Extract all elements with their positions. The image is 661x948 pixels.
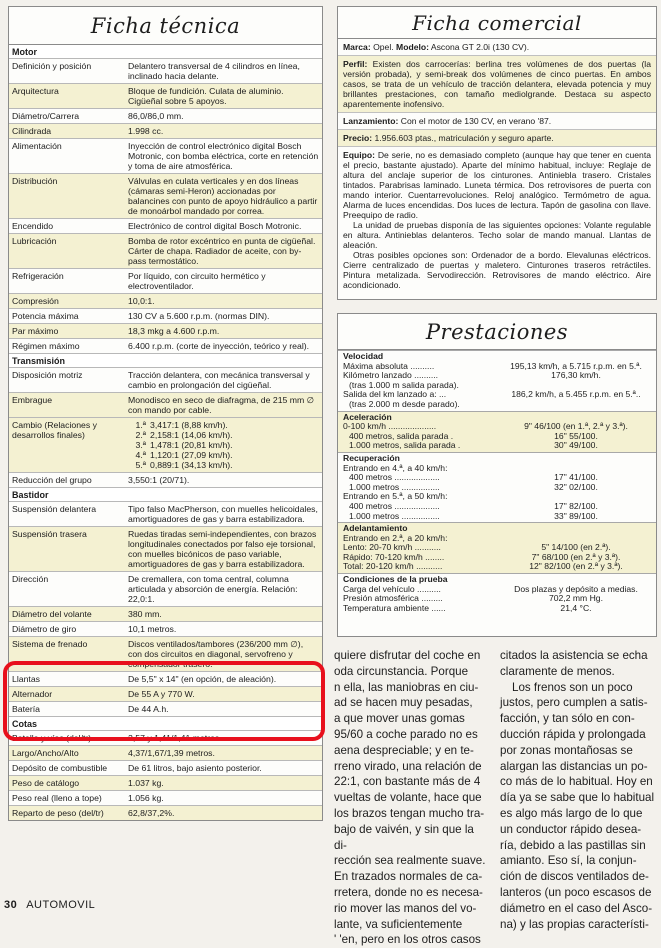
text-line: día ya se sabe que lo habitual	[500, 791, 655, 805]
row-value: De 44 A.h.	[128, 704, 169, 714]
group-line-label: Kilómetro lanzado ..........	[343, 370, 439, 381]
row-value: 4,37/1,67/1,39 metros.	[128, 748, 215, 758]
row-value: Ruedas tiradas semi-independientes, con brazos longitudinales conectados por falso eje torsional, con muelles bicónicos de paso variable, amortiguadores de gas y barra estabilizadora.	[128, 529, 317, 569]
text-line: ad se hacen muy pesadas,	[334, 696, 473, 710]
table-row	[9, 501, 322, 526]
text-line: alargan las distancias un po-	[500, 759, 648, 773]
table-row	[9, 571, 322, 606]
group-line-label: (tras 1.000 m salida parada).	[349, 379, 459, 390]
text-line: rreno virado, una relación de	[334, 759, 482, 773]
equipo-opciones-paragraph: La unidad de pruebas disponía de las siguientes opciones: Volante regulable en altura. Antinieblas delanteros. Techo solar de mando manual. Llantas de aleación.	[343, 220, 651, 250]
row-value: 1.056 kg.	[128, 793, 164, 803]
text-line: lante, va suficientemente	[334, 917, 463, 931]
group-line-value: 32" 02/100.	[554, 481, 598, 492]
row-value: Tracción delantera, con mecánica transversal y cambio en prolongación del cigüeñal.	[128, 370, 310, 390]
group-line-label: Total: 20-120 km/h ...........	[343, 561, 443, 572]
group-title: Aceleración	[343, 411, 392, 422]
text-line: rio mover las manos del vo-	[334, 901, 477, 915]
prestaciones-group	[338, 522, 656, 573]
row-value: Electrónico de control digital Bosch Motronic.	[128, 221, 302, 231]
group-line-value: 176,30 km/h.	[551, 370, 601, 381]
table-row	[9, 621, 322, 636]
table-row	[9, 233, 322, 268]
table-row	[9, 218, 322, 233]
group-line-value: 186,2 km/h, a 5.455 r.p.m. en 5.ª..	[511, 389, 641, 400]
row-value: 6.400 r.p.m. (corte de inyección, teórico y real).	[128, 341, 310, 351]
row-key: Reducción del grupo	[12, 475, 92, 485]
row-value: Bloque de fundición. Culata de aluminio. Cigüeñal sobre 5 apoyos.	[128, 86, 284, 106]
text-line: un conductor rápido desea-	[500, 822, 642, 836]
row-key: Sistema de frenado	[12, 639, 88, 649]
row-value: 86,0/86,0 mm.	[128, 111, 184, 121]
text-line: claramente de menos.	[500, 664, 615, 678]
text-line: bajo de vaivén, y sin que la di-	[334, 822, 474, 852]
table-row	[9, 338, 322, 353]
text-line: na) y las propias característi-	[500, 917, 649, 931]
table-row	[9, 83, 322, 108]
text-line: rección sea realmente suave.	[334, 854, 486, 868]
group-line-label: Temperatura ambiente ......	[343, 602, 446, 613]
row-value: Tipo falso MacPherson, con muelles helicoidales, amortiguadores de gas y barra estabilizadora.	[128, 504, 318, 524]
table-row	[9, 775, 322, 790]
row-key: Batalla y vías (del/tr)	[12, 733, 92, 743]
group-line-value: 17" 82/100.	[554, 500, 598, 511]
gear-ratio: 2,158:1 (14,06 km/h).	[150, 430, 233, 440]
text-line: 95/60 a coche parado no es	[334, 727, 478, 741]
row-key: Suspensión delantera	[12, 504, 97, 514]
group-line-label: (tras 2.000 m desde parado).	[349, 398, 460, 409]
row-value: Discos ventilados/tambores (236/200 mm ∅), con dos circuitos en diagonal, servofreno y compensador trasero.	[128, 639, 304, 669]
precio-label: Precio:	[343, 133, 373, 143]
table-row	[9, 123, 322, 138]
row-key: Diámetro de giro	[12, 624, 77, 634]
gear-number: 4.ª	[135, 450, 146, 460]
prestaciones-group	[338, 411, 656, 452]
red-highlight-annotation	[3, 661, 325, 741]
group-title: Condiciones de la prueba	[343, 574, 448, 585]
group-line-label: Carga del vehículo ..........	[343, 583, 441, 594]
row-key: Peso de catálogo	[12, 778, 80, 788]
text-line: amianto. Eso sí, la conjun-	[500, 854, 637, 868]
row-key: Largo/Ancho/Alto	[12, 748, 79, 758]
precio-line	[338, 130, 656, 147]
group-line-label: Máxima absoluta ..........	[343, 360, 435, 371]
row-key: Reparto de peso (del/tr)	[12, 808, 104, 818]
marca-value: Opel.	[373, 42, 394, 52]
equipo-label: Equipo:	[343, 150, 375, 160]
gear-number: 2.ª	[135, 430, 146, 440]
text-line: facción, y tan sólo en con-	[500, 712, 635, 726]
group-line-label: Entrando en 2.ª, a 20 km/h:	[343, 532, 448, 543]
section-cotas-title: Cotas	[9, 716, 322, 730]
row-value: Bomba de rotor excéntrico en punta de cigüeñal. Cárter de chapa. Radiador de aceite, con by-pass termostático.	[128, 236, 316, 266]
perfil-label: Perfil:	[343, 59, 368, 69]
group-line-value: 17" 41/100.	[554, 472, 598, 483]
group-line-value: 21,4 °C.	[560, 602, 592, 613]
text-line: ducción rápida y prolongada	[500, 727, 646, 741]
group-line-label: Lento: 20-70 km/h ...........	[343, 542, 441, 553]
group-line-label: 400 metros ...................	[349, 500, 440, 511]
row-value: Válvulas en culata verticales y en dos líneas (cámaras semi-Heron) accionadas por balancines con punto de apoyo hidráulico a partir de monoárbol mandado por correa.	[128, 176, 318, 216]
table-row	[9, 392, 322, 417]
magazine-name: AUTOMOVIL	[26, 899, 96, 911]
group-line-label: Salida del km lanzado a: ...	[343, 389, 447, 400]
table-row	[9, 138, 322, 173]
table-row-cambio	[9, 417, 322, 472]
row-key: Disposición motriz	[12, 370, 83, 380]
gear-number: 5.ª	[135, 460, 146, 470]
prestaciones-group	[338, 452, 656, 522]
lanzamiento-value: Con el motor de 130 CV, en verano '87.	[400, 116, 552, 126]
text-line: aena despreciable; y en te-	[334, 743, 474, 757]
group-line-value: 30" 49/100.	[554, 440, 598, 451]
text-line: quiere disfrutar del coche en	[334, 649, 481, 662]
table-row	[9, 293, 322, 308]
gear-ratio: 3,417:1 (8,88 km/h).	[150, 420, 228, 430]
ficha-tecnica-title: Ficha técnica	[9, 7, 322, 45]
group-line-label: 1.000 metros ................	[349, 481, 440, 492]
gear-number: 3.ª	[135, 440, 146, 450]
text-line: ción de discos ventilados de-	[500, 870, 649, 884]
row-key: Régimen máximo	[12, 341, 80, 351]
text-line: por zonas montañosas se	[500, 743, 633, 757]
row-value: 1.998 cc.	[128, 126, 164, 136]
row-key: Encendido	[12, 221, 54, 231]
row-key: Llantas	[12, 674, 41, 684]
row-value: Por líquido, con circuito hermético y electroventilador.	[128, 271, 266, 291]
row-value: 3,550:1 (20/71).	[128, 475, 190, 485]
group-line-value: 12" 82/100 (en 2.ª y 3.ª).	[529, 561, 623, 572]
text-line: co más de lo habitual. Hoy en	[500, 775, 653, 789]
section-bastidor-title: Bastidor	[9, 487, 322, 501]
lanzamiento-label: Lanzamiento:	[343, 116, 399, 126]
group-line-value: 16" 55/100.	[554, 430, 598, 441]
row-key: Dirección	[12, 574, 49, 584]
lanzamiento-line	[338, 113, 656, 130]
row-value: 130 CV a 5.600 r.p.m. (normas DIN).	[128, 311, 270, 321]
section-transmision-title: Transmisión	[9, 353, 322, 367]
gear-ratio: 0,889:1 (34,13 km/h).	[150, 460, 233, 470]
text-line: lanteros (un poco escasos de	[500, 885, 652, 899]
table-row	[9, 606, 322, 621]
table-row	[9, 268, 322, 293]
section-motor-title: Motor	[9, 45, 322, 58]
row-value: 1.037 kg.	[128, 778, 164, 788]
modelo-label: Modelo:	[396, 42, 429, 52]
row-key: Peso real (lleno a tope)	[12, 793, 102, 803]
row-key: Cilindrada	[12, 126, 52, 136]
group-line-label: 400 metros ...................	[349, 472, 440, 483]
row-value: 380 mm.	[128, 609, 162, 619]
row-value: 10,1 metros.	[128, 624, 177, 634]
row-value: De 5,5" x 14" (en opción, de aleación).	[128, 674, 277, 684]
text-line: Los frenos son un poco	[512, 680, 633, 694]
group-line-value: 702,2 mm Hg.	[549, 593, 603, 604]
row-key: Compresión	[12, 296, 59, 306]
row-value: De 61 litros, bajo asiento posterior.	[128, 763, 262, 773]
text-line: los brazos tengan mucho tra-	[334, 806, 485, 820]
table-row	[9, 526, 322, 571]
group-title: Adelantamiento	[343, 523, 408, 534]
perfil-text: Existen dos carrocerías: berlina tres volúmenes de dos puertas (la versión probada), y semi-break dos volúmenes de cinco puertas. En ambos casos, se trata de un vehículo de tracción delantera, elevada potencia y muy brillantes prestaciones, con tamaño mediolgrande. Destaca su aspecto aparentemente inofensivo.	[343, 59, 651, 109]
table-row	[9, 760, 322, 775]
row-key: Lubricación	[12, 236, 57, 246]
row-key: Depósito de combustible	[12, 763, 108, 773]
article-column-left	[334, 648, 487, 948]
group-line-value: 33" 89/100.	[554, 510, 598, 521]
group-line-label: Entrando en 5.ª, a 50 km/h:	[343, 491, 448, 502]
table-row	[9, 173, 322, 218]
row-key: Refrigeración	[12, 271, 64, 281]
equipo-paragraph	[338, 147, 656, 220]
text-line: diámetro en el caso del Asco-	[500, 901, 653, 915]
text-line: rretera, donde no es necesa-	[334, 885, 483, 899]
text-line: citados la asistencia se echa	[500, 649, 648, 662]
prestaciones-title: Prestaciones	[338, 314, 656, 350]
group-line-value: 7" 68/100 (en 2.ª y 3.ª).	[531, 551, 621, 562]
row-value: Inyección de control electrónico digital Bosch Motronic, con bomba eléctrica, corte en retención y toma de aire atmosférica.	[128, 141, 319, 171]
group-line-value: 9" 46/100 (en 1.ª, 2.ª y 3.ª).	[524, 421, 628, 432]
row-value: 62,8/37,2%.	[128, 808, 175, 818]
group-line-label: Presión atmosférica .........	[343, 593, 443, 604]
row-key: Suspensión trasera	[12, 529, 87, 539]
group-line-label: 1.000 metros, salida parada .	[349, 440, 461, 451]
ficha-comercial-title: Ficha comercial	[338, 7, 656, 39]
group-line-label: Rápido: 70-120 km/h ........	[343, 551, 445, 562]
group-line-label: 0-100 km/h ....................	[343, 421, 437, 432]
text-line: es algo más largo de lo que	[500, 806, 643, 820]
prestaciones-box	[337, 313, 657, 637]
row-key: Potencia máxima	[12, 311, 79, 321]
row-value: 18,3 mkg a 4.600 r.p.m.	[128, 326, 220, 336]
row-key: Distribución	[12, 176, 58, 186]
group-title: Velocidad	[343, 351, 384, 361]
marca-line	[338, 39, 656, 56]
row-value: Monodisco en seco de diafragma, de 215 mm ∅ con mando por cable.	[128, 395, 315, 415]
table-row	[9, 805, 322, 820]
equipo-text: De serie, no es demasiado completo (aunque hay que tener en cuenta el precio, bastante ajustado). Aparte del mínimo habitual, incluye: Reglaje de altura del anclaje superior de los cinturones. Antiniebla trasero. Cristales tintados. Parabrisas laminado. Luneta térmica. Dos retrovisores de puerta con mando interior. Cuentarrevoluciones. Reloj analógico. Termómetro de agua. Alarma de luces encendidas. Dos luces de lectura. Tapón de gasolina con llave. Preequipo de radio.	[343, 150, 652, 220]
row-key: Diámetro/Carrera	[12, 111, 80, 121]
group-line-label: 400 metros, salida parada .	[349, 430, 454, 441]
row-value: De cremallera, con toma central, columna articulada y absorción de energía. Relación: 22,0:1.	[128, 574, 298, 604]
page-footer	[4, 899, 95, 911]
ficha-comercial-box	[337, 6, 657, 300]
gear-number: 1.ª	[135, 420, 146, 430]
text-line: 22:1, con bastante más de 4	[334, 775, 481, 789]
table-row	[9, 790, 322, 805]
precio-value: 1.956.603 ptas., matriculación y seguro aparte.	[374, 133, 554, 143]
text-line: oda circunstancia. Porque	[334, 664, 469, 678]
text-line: ' 'en, pero en los otros casos	[334, 933, 481, 947]
text-line: En trazados normales de ca-	[334, 870, 483, 884]
row-key: Alternador	[12, 689, 53, 699]
group-line-value: Dos plazas y depósito a medias.	[514, 583, 638, 594]
table-row-reduccion	[9, 472, 322, 487]
table-row	[9, 323, 322, 338]
text-line: a que mover unas gomas	[334, 712, 465, 726]
group-line-value: 5" 14/100 (en 2.ª).	[541, 542, 611, 553]
row-value: De 55 A y 770 W.	[128, 689, 195, 699]
group-line-value	[501, 400, 651, 410]
gear-ratio: 1,478:1 (20,81 km/h).	[150, 440, 233, 450]
text-line: ría, debido a las pastillas sin	[500, 838, 646, 852]
modelo-value: Ascona GT 2.0i (130 CV).	[430, 42, 530, 52]
table-row	[9, 108, 322, 123]
marca-label: Marca:	[343, 42, 371, 52]
row-value: Delantero transversal de 4 cilindros en línea, inclinado hacia delante.	[128, 61, 300, 81]
group-line-label: 1.000 metros ................	[349, 510, 440, 521]
article-column-right	[500, 648, 656, 932]
page-number: 30	[4, 899, 18, 911]
row-value: 2,57 y 1,41/1,41 metros.	[128, 733, 222, 743]
group-title: Recuperación	[343, 452, 400, 463]
prestaciones-group	[338, 573, 656, 614]
row-key: Definición y posición	[12, 61, 92, 71]
table-row	[9, 58, 322, 83]
row-key: Par máximo	[12, 326, 59, 336]
otras-opciones-paragraph: Otras posibles opciones son: Ordenador de a bordo. Elevalunas eléctricos. Cierre centralizado de puertas y maletero. Cinturones traseros retráctiles. Pintura metalizada. Servodirección. Retrovisores de mando eléctrico. Aire acondicionado.	[343, 250, 651, 290]
gear-ratio: 1,120:1 (27,09 km/h).	[150, 450, 233, 460]
row-key: Arquitectura	[12, 86, 59, 96]
row-key: Cambio (Relaciones y desarrollos finales)	[12, 420, 97, 440]
perfil-paragraph	[338, 56, 656, 113]
row-key: Alimentación	[12, 141, 62, 151]
row-key: Diámetro del volante	[12, 609, 92, 619]
row-key: Batería	[12, 704, 41, 714]
text-line: vueltas de volante, hace que	[334, 791, 482, 805]
text-line: justos, pero cumplen a satis-	[500, 696, 648, 710]
text-line: n ella, las maniobras en ciu-	[334, 680, 479, 694]
prestaciones-group	[338, 350, 656, 411]
row-value: 10,0:1.	[128, 296, 155, 306]
table-row	[9, 367, 322, 392]
group-line-value: 195,13 km/h, a 5.715 r.p.m. en 5.ª.	[510, 360, 642, 371]
row-key: Embrague	[12, 395, 53, 405]
table-row	[9, 308, 322, 323]
group-line-label: Entrando en 4.ª, a 40 km/h:	[343, 462, 448, 473]
table-row	[9, 745, 322, 760]
